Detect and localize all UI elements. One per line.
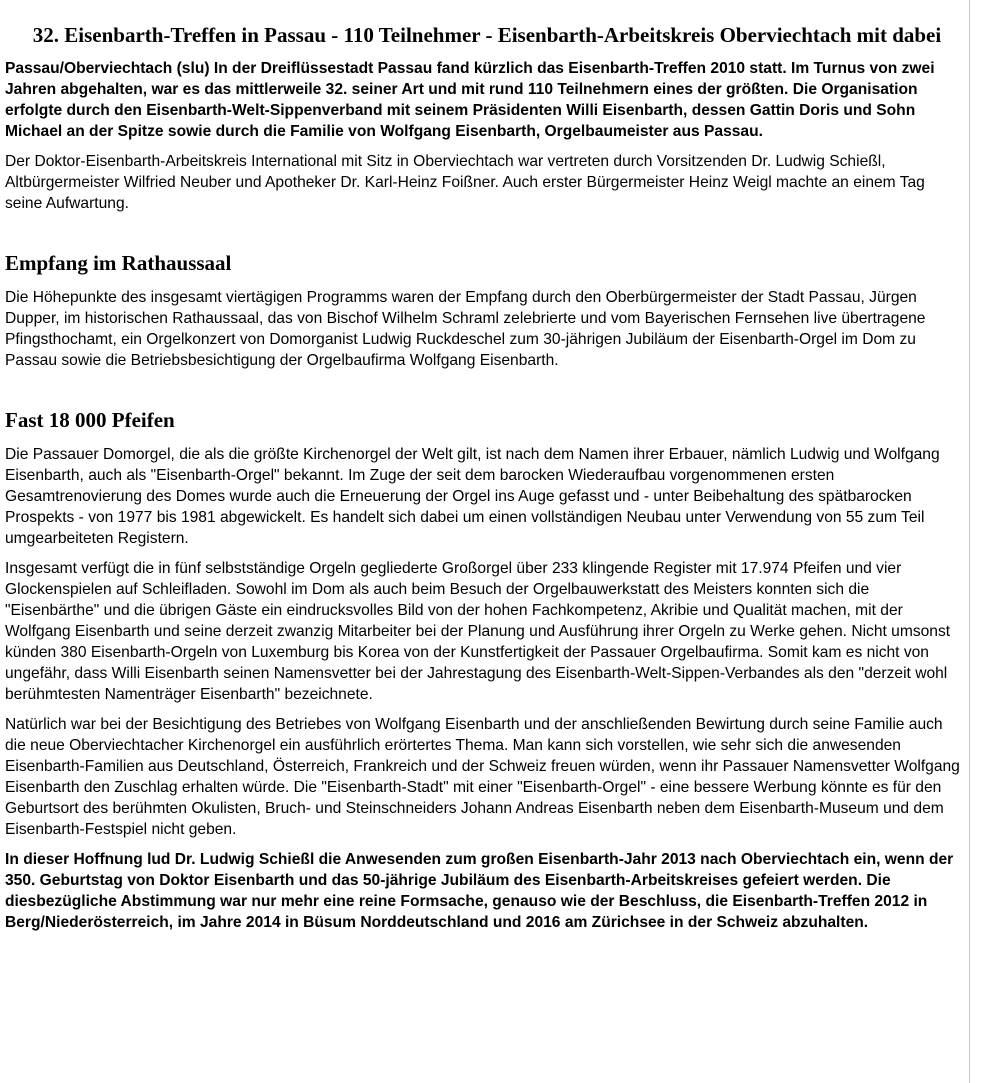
section-spacer bbox=[5, 223, 969, 250]
article-title: 32. Eisenbarth-Treffen in Passau - 110 Teilnehmer - Eisenbarth-Arbeitskreis Oberviechtach mit dabei bbox=[32, 23, 942, 47]
article-lead: Passau/Oberviechtach (slu) In der Dreiflüssestadt Passau fand kürzlich das Eisenbarth-Treffen 2010 statt. Im Turnus von zwei Jahren abgehalten, war es das mittlerweile 32. seiner Art und mit rund 110 Teilnehmern eines der größten. Die Organisation erfolgte durch den Eisenbarth-Welt-Sippenverband mit seinem Präsidenten Willi Eisenbarth, dessen Gattin Doris und Sohn Michael an der Spitze sowie durch die Familie von Wolfgang Eisenbarth, Orgelbaumeister aus Passau. bbox=[5, 60, 935, 140]
section-heading-pfeifen: Fast 18 000 Pfeifen bbox=[5, 408, 175, 432]
section-pfeifen-paragraph-1: Die Passauer Domorgel, die als die größte Kirchenorgel der Welt gilt, ist nach dem Namen ihrer Erbauer, nämlich Ludwig und Wolfgang Eisenbarth, auch als "Eisenbarth-Orgel" bekannt. Im Zuge der seit dem barocken Wiederaufbau vorgenommenen ersten Gesamtrenovierung des Domes wurde auch die Erneuerung der Orgel ins Auge gefasst und - unter Beibehaltung des spätbarocken Prospekts - von 1977 bis 1981 abgewickelt. Es handelt sich dabei um einen vollständigen Neubau unter Verwendung von 55 zum Teil umgearbeiteten Registern. bbox=[5, 446, 940, 547]
section-heading-empfang: Empfang im Rathaussaal bbox=[5, 251, 232, 275]
section-empfang-paragraph: Die Höhepunkte des insgesamt viertägigen Programms waren der Empfang durch den Oberbürgermeister der Stadt Passau, Jürgen Dupper, im historischen Rathaussaal, das von Bischof Wilhelm Schraml zelebrierte und vom Bayerischen Fernsehen live übertragene Pfingsthochamt, ein Orgelkonzert von Domorganist Ludwig Ruckdeschel zum 30-jährigen Jubiläum der Eisenbarth-Orgel im Dom zu Passau sowie die Betriebsbesichtigung der Orgelbaufirma Wolfgang Eisenbarth. bbox=[5, 289, 926, 369]
section-pfeifen-paragraph-2: Insgesamt verfügt die in fünf selbstständige Orgeln gegliederte Großorgel über 233 klingende Register mit 17.974 Pfeifen und vier Glockenspielen auf Schleifladen. Sowohl im Dom als auch beim Besuch der Orgelbauwerkstatt des Meisters konnten sich die "Eisenbärthe" und die übrigen Gäste ein eindrucksvolles Bild von der hohen Fachkompetenz, Akribie und Qualität machen, mit der Wolfgang Eisenbarth und seine derzeit zwanzig Mitarbeiter bei der Planung und Ausführung ihrer Orgeln zu Werke gehen. Nicht umsonst künden 380 Eisenbarth-Orgeln von Luxemburg bis Korea von der Kunstfertigkeit der Passauer Orgelbaufirma. Somit kam es nicht von ungefähr, dass Willi Eisenbarth seinen Namensvetter bei der Jahrestagung des Eisenbarth-Welt-Sippen-Verbandes als den "derzeit wohl berühmtesten Namenträger Eisenbarth" bezeichnete. bbox=[5, 560, 951, 703]
section-pfeifen-paragraph-3: Natürlich war bei der Besichtigung des Betriebes von Wolfgang Eisenbarth und der anschließenden Bewirtung durch seine Familie auch die neue Oberviechtacher Kirchenorgel ein ausführlich erörtertes Thema. Man kann sich vorstellen, wie sehr sich die anwesenden Eisenbarth-Familien aus Deutschland, Österreich, Frankreich und der Schweiz freuen würden, wenn ihr Passauer Namensvetter Wolfgang Eisenbarth den Zuschlag erhalten würde. Die "Eisenbarth-Stadt" mit einer "Eisenbarth-Orgel" - eine bessere Werbung könnte es für den Geburtsort des berühmten Okulisten, Bruch- und Steinschneiders Johann Andreas Eisenbarth neben dem Eisenbarth-Museum und dem Eisenbarth-Festspiel nicht geben. bbox=[5, 716, 960, 838]
article-closing: In dieser Hoffnung lud Dr. Ludwig Schießl die Anwesenden zum großen Eisenbarth-Jahr 2013 nach Oberviechtach ein, wenn der 350. Geburtstag von Doktor Eisenbarth und das 50-jährige Jubiläum des Eisenbarth-Arbeitskreises gefeiert werden. Die diesbezügliche Abstimmung war nur mehr eine reine Formsache, genauso wie der Beschluss, die Eisenbarth-Treffen 2012 in Berg/Niederösterreich, im Jahre 2014 in Büsum Norddeutschland und 2016 am Zürichsee in der Schweiz abzuhalten. bbox=[5, 851, 954, 931]
section-spacer bbox=[5, 380, 969, 407]
article-intro: Der Doktor-Eisenbarth-Arbeitskreis International mit Sitz in Oberviechtach war vertreten durch Vorsitzenden Dr. Ludwig Schießl, Altbürgermeister Wilfried Neuber und Apotheker Dr. Karl-Heinz Foißner. Auch erster Bürgermeister Heinz Weigl machte an einem Tag seine Aufwartung. bbox=[5, 153, 925, 212]
